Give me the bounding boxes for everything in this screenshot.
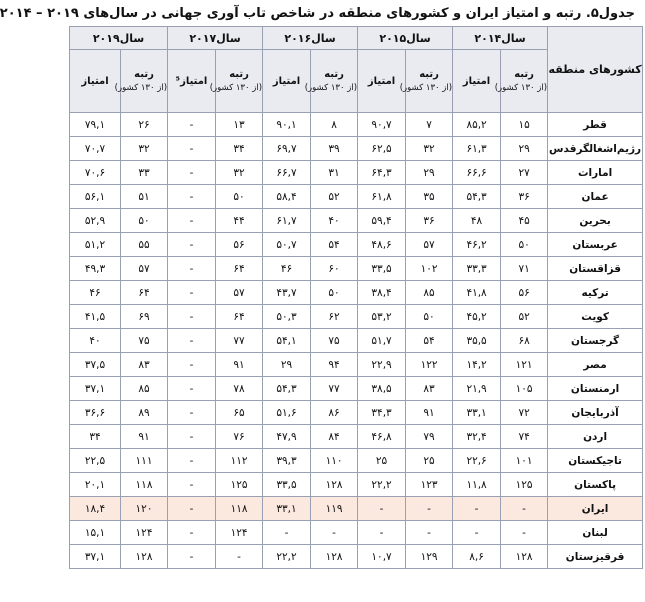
rank-2017-cell: ۴۴ bbox=[216, 209, 263, 233]
rank-2019-cell: ۹۱ bbox=[121, 425, 168, 449]
score-2014-cell: ۴۱,۸ bbox=[453, 281, 501, 305]
rank-2016-cell: ۶۲ bbox=[311, 305, 358, 329]
score-2015-cell: ۲۲,۹ bbox=[358, 353, 406, 377]
rank-2014-cell: ۱۲۵ bbox=[501, 473, 548, 497]
table-row bbox=[70, 257, 643, 281]
score-2016-cell: ۵۰,۷ bbox=[263, 233, 311, 257]
country-name-cell: مصر bbox=[548, 353, 643, 377]
score-2014-cell: ۴۶,۲ bbox=[453, 233, 501, 257]
rank-2017-cell: ۳۴ bbox=[216, 137, 263, 161]
rank-note: (از ۱۳۰ کشور) bbox=[494, 83, 548, 94]
rank-2019-cell: ۵۷ bbox=[121, 257, 168, 281]
rank-2014-cell: ۱۰۵ bbox=[501, 377, 548, 401]
rank-2016-cell: ۷۵ bbox=[311, 329, 358, 353]
rank-2017-cell: ۱۲۵ bbox=[216, 473, 263, 497]
score-2016-cell: ۳۳,۵ bbox=[263, 473, 311, 497]
score-2016-cell: ۲۲,۲ bbox=[263, 545, 311, 569]
score-2019-cell: ۴۱,۵ bbox=[70, 305, 121, 329]
rank-label: رتبه bbox=[514, 69, 534, 81]
rank-2014-cell: ۶۸ bbox=[501, 329, 548, 353]
year-header-2017: سال۲۰۱۷ bbox=[168, 27, 263, 50]
score-2015-cell: ۹۰,۷ bbox=[358, 113, 406, 137]
rank-2015-cell: ۳۲ bbox=[406, 137, 453, 161]
score-2019-cell: ۲۰,۱ bbox=[70, 473, 121, 497]
rank-2016-cell: ۳۹ bbox=[311, 137, 358, 161]
score-2014-cell: - bbox=[453, 521, 501, 545]
rank-label: رتبه bbox=[419, 69, 439, 81]
table-row bbox=[70, 329, 643, 353]
rank-header-2019 bbox=[114, 50, 168, 113]
year-header-2016: سال۲۰۱۶ bbox=[263, 27, 358, 50]
rank-2017-cell: ۱۲۴ bbox=[216, 521, 263, 545]
rank-2015-cell: ۱۲۳ bbox=[406, 473, 453, 497]
country-name-cell: ایران bbox=[548, 497, 643, 521]
score-2014-cell: ۱۴,۲ bbox=[453, 353, 501, 377]
score-2017-cell: - bbox=[168, 449, 216, 473]
score-2016-cell: ۵۰,۳ bbox=[263, 305, 311, 329]
score-2015-cell: ۵۹,۴ bbox=[358, 209, 406, 233]
score-2019-cell: ۷۰,۷ bbox=[70, 137, 121, 161]
rank-2019-cell: ۱۲۸ bbox=[121, 545, 168, 569]
rank-2014-cell: ۱۵ bbox=[501, 113, 548, 137]
score-2019-cell: ۳۷,۱ bbox=[70, 545, 121, 569]
rank-2016-cell: - bbox=[311, 521, 358, 545]
rank-2016-cell: ۵۴ bbox=[311, 233, 358, 257]
rank-2014-cell: ۱۰۱ bbox=[501, 449, 548, 473]
score-2019-cell: ۵۱,۲ bbox=[70, 233, 121, 257]
score-header-2014: امتیاز bbox=[453, 50, 501, 113]
rank-2017-cell: ۷۷ bbox=[216, 329, 263, 353]
score-2017-cell: - bbox=[168, 137, 216, 161]
country-name-cell: کویت bbox=[548, 305, 643, 329]
score-2017-cell: - bbox=[168, 113, 216, 137]
score-2019-cell: ۳۷,۵ bbox=[70, 353, 121, 377]
year-header-row bbox=[70, 27, 643, 50]
rank-2016-cell: ۵۰ bbox=[311, 281, 358, 305]
country-name-cell: ترکیه bbox=[548, 281, 643, 305]
score-2014-cell: ۴۸ bbox=[453, 209, 501, 233]
rank-2016-cell: ۴۰ bbox=[311, 209, 358, 233]
score-2017-cell: - bbox=[168, 377, 216, 401]
rank-2014-cell: ۴۵ bbox=[501, 209, 548, 233]
score-2016-cell: ۲۹ bbox=[263, 353, 311, 377]
rank-2017-cell: - bbox=[216, 545, 263, 569]
score-2015-cell: ۶۱,۸ bbox=[358, 185, 406, 209]
score-2015-cell: ۳۳,۵ bbox=[358, 257, 406, 281]
rank-2015-cell: ۷۹ bbox=[406, 425, 453, 449]
rank-2015-cell: ۸۵ bbox=[406, 281, 453, 305]
rank-2019-cell: ۱۱۱ bbox=[121, 449, 168, 473]
score-2016-cell: ۳۳,۱ bbox=[263, 497, 311, 521]
score-2017-cell: - bbox=[168, 185, 216, 209]
rank-2019-cell: ۸۹ bbox=[121, 401, 168, 425]
year-header-2015: سال۲۰۱۵ bbox=[358, 27, 453, 50]
rank-2019-cell: ۱۲۰ bbox=[121, 497, 168, 521]
score-2017-cell: - bbox=[168, 425, 216, 449]
table-row bbox=[70, 185, 643, 209]
score-2019-cell: ۷۹,۱ bbox=[70, 113, 121, 137]
rank-2016-cell: ۸۴ bbox=[311, 425, 358, 449]
rank-2015-cell: ۸۳ bbox=[406, 377, 453, 401]
country-name-cell: رژیم‌اشغالگرقدس bbox=[548, 137, 643, 161]
rank-2014-cell: ۷۴ bbox=[501, 425, 548, 449]
rank-2016-cell: ۱۲۸ bbox=[311, 545, 358, 569]
score-2017-cell: - bbox=[168, 401, 216, 425]
country-name-cell: عربستان bbox=[548, 233, 643, 257]
table-row bbox=[70, 401, 643, 425]
rank-2017-cell: ۶۴ bbox=[216, 257, 263, 281]
score-2015-cell: ۶۴,۳ bbox=[358, 161, 406, 185]
country-name-cell: تاجیکستان bbox=[548, 449, 643, 473]
rank-2015-cell: ۵۰ bbox=[406, 305, 453, 329]
rank-2015-cell: - bbox=[406, 521, 453, 545]
country-name-cell: لبنان bbox=[548, 521, 643, 545]
table-row bbox=[70, 545, 643, 569]
score-2014-cell: ۳۵,۵ bbox=[453, 329, 501, 353]
score-2014-cell: ۶۶,۶ bbox=[453, 161, 501, 185]
rank-2014-cell: ۷۲ bbox=[501, 401, 548, 425]
rank-2017-cell: ۷۸ bbox=[216, 377, 263, 401]
score-2015-cell: ۴۶,۸ bbox=[358, 425, 406, 449]
table-row bbox=[70, 209, 643, 233]
table-row bbox=[70, 521, 643, 545]
score-2014-cell: ۶۱,۳ bbox=[453, 137, 501, 161]
rank-2017-cell: ۶۵ bbox=[216, 401, 263, 425]
rank-2015-cell: ۱۲۲ bbox=[406, 353, 453, 377]
score-2016-cell: ۵۴,۳ bbox=[263, 377, 311, 401]
rank-2017-cell: ۱۳ bbox=[216, 113, 263, 137]
country-name-cell: امارات bbox=[548, 161, 643, 185]
score-2016-cell: ۶۱,۷ bbox=[263, 209, 311, 233]
rank-note: (از ۱۳۰ کشور) bbox=[114, 83, 168, 94]
rank-2019-cell: ۸۳ bbox=[121, 353, 168, 377]
rank-2015-cell: ۳۶ bbox=[406, 209, 453, 233]
rank-2015-cell: ۲۹ bbox=[406, 161, 453, 185]
rank-2016-cell: ۹۴ bbox=[311, 353, 358, 377]
score-2019-cell: ۴۰ bbox=[70, 329, 121, 353]
rank-2019-cell: ۳۳ bbox=[121, 161, 168, 185]
score-2017-cell: - bbox=[168, 497, 216, 521]
score-2014-cell: ۸,۶ bbox=[453, 545, 501, 569]
country-name-cell: پاکستان bbox=[548, 473, 643, 497]
year-header-2014: سال۲۰۱۴ bbox=[453, 27, 548, 50]
rank-2019-cell: ۷۵ bbox=[121, 329, 168, 353]
rank-note: (از ۱۳۰ کشور) bbox=[304, 83, 358, 94]
score-2017-cell: - bbox=[168, 329, 216, 353]
country-name-cell: اردن bbox=[548, 425, 643, 449]
rank-2014-cell: ۱۲۸ bbox=[501, 545, 548, 569]
rank-2016-cell: ۱۱۰ bbox=[311, 449, 358, 473]
score-2019-cell: ۵۶,۱ bbox=[70, 185, 121, 209]
score-2014-cell: ۳۳,۳ bbox=[453, 257, 501, 281]
score-2016-cell: ۴۶ bbox=[263, 257, 311, 281]
score-2015-cell: ۳۸,۴ bbox=[358, 281, 406, 305]
score-2015-cell: - bbox=[358, 497, 406, 521]
score-2017-cell: - bbox=[168, 545, 216, 569]
score-2015-cell: ۳۴,۳ bbox=[358, 401, 406, 425]
table-row bbox=[70, 353, 643, 377]
score-2016-cell: ۴۳,۷ bbox=[263, 281, 311, 305]
rank-2014-cell: - bbox=[501, 497, 548, 521]
score-2015-cell: ۳۸,۵ bbox=[358, 377, 406, 401]
rank-header-2017 bbox=[209, 50, 263, 113]
rank-2016-cell: ۵۲ bbox=[311, 185, 358, 209]
score-header-2016: امتیاز bbox=[263, 50, 311, 113]
country-name-cell: بحرین bbox=[548, 209, 643, 233]
table-row bbox=[70, 281, 643, 305]
rank-2015-cell: - bbox=[406, 497, 453, 521]
rank-2016-cell: ۸۶ bbox=[311, 401, 358, 425]
country-name-cell: آذربایجان bbox=[548, 401, 643, 425]
score-2017-cell: - bbox=[168, 161, 216, 185]
score-header-2017: امتیاز⁵ bbox=[168, 50, 216, 113]
score-2017-cell: - bbox=[168, 257, 216, 281]
score-2017-cell: - bbox=[168, 281, 216, 305]
rank-2017-cell: ۵۶ bbox=[216, 233, 263, 257]
rank-2015-cell: ۷ bbox=[406, 113, 453, 137]
rank-2015-cell: ۱۰۲ bbox=[406, 257, 453, 281]
rank-2014-cell: ۷۱ bbox=[501, 257, 548, 281]
rank-label: رتبه bbox=[229, 69, 249, 81]
rank-header-2015 bbox=[399, 50, 453, 113]
rank-2015-cell: ۵۴ bbox=[406, 329, 453, 353]
rank-label: رتبه bbox=[324, 69, 344, 81]
rank-2019-cell: ۸۵ bbox=[121, 377, 168, 401]
score-2015-cell: ۶۲,۵ bbox=[358, 137, 406, 161]
score-header-2015: امتیاز bbox=[358, 50, 406, 113]
rank-2019-cell: ۱۱۸ bbox=[121, 473, 168, 497]
rank-2014-cell: ۳۶ bbox=[501, 185, 548, 209]
rank-note: (از ۱۳۰ کشور) bbox=[399, 83, 453, 94]
score-2015-cell: ۲۵ bbox=[358, 449, 406, 473]
score-2015-cell: ۱۰,۷ bbox=[358, 545, 406, 569]
rank-2017-cell: ۷۶ bbox=[216, 425, 263, 449]
score-2014-cell: ۱۱,۸ bbox=[453, 473, 501, 497]
score-2014-cell: ۵۴,۳ bbox=[453, 185, 501, 209]
score-2019-cell: ۲۲,۵ bbox=[70, 449, 121, 473]
year-header-2019: سال۲۰۱۹ bbox=[70, 27, 168, 50]
score-2015-cell: ۵۳,۲ bbox=[358, 305, 406, 329]
score-2019-cell: ۵۲,۹ bbox=[70, 209, 121, 233]
score-2015-cell: - bbox=[358, 521, 406, 545]
rank-2019-cell: ۱۲۴ bbox=[121, 521, 168, 545]
table-row bbox=[70, 377, 643, 401]
score-2019-cell: ۳۷,۱ bbox=[70, 377, 121, 401]
score-2014-cell: ۳۲,۴ bbox=[453, 425, 501, 449]
score-2016-cell: - bbox=[263, 521, 311, 545]
rank-2016-cell: ۱۱۹ bbox=[311, 497, 358, 521]
rank-note: (از ۱۳۰ کشور) bbox=[209, 83, 263, 94]
table-row bbox=[70, 449, 643, 473]
score-2015-cell: ۴۸,۶ bbox=[358, 233, 406, 257]
rank-label: رتبه bbox=[134, 69, 154, 81]
score-2017-cell: - bbox=[168, 305, 216, 329]
score-2016-cell: ۴۷,۹ bbox=[263, 425, 311, 449]
score-2016-cell: ۶۹,۷ bbox=[263, 137, 311, 161]
score-2014-cell: ۲۱,۹ bbox=[453, 377, 501, 401]
rank-2015-cell: ۱۲۹ bbox=[406, 545, 453, 569]
country-name-cell: ارمنستان bbox=[548, 377, 643, 401]
score-2014-cell: ۴۵,۲ bbox=[453, 305, 501, 329]
table-row bbox=[70, 233, 643, 257]
score-2014-cell: ۳۳,۱ bbox=[453, 401, 501, 425]
table-title: جدول۵. رتبه و امتیاز ایران و کشورهای منطقه در شاخص تاب آوری جهانی در سال‌های ۲۰۱۹ – ۲۰۱۴ bbox=[0, 6, 635, 21]
score-2016-cell: ۵۸,۴ bbox=[263, 185, 311, 209]
rank-2019-cell: ۵۱ bbox=[121, 185, 168, 209]
table-row bbox=[70, 497, 643, 521]
table-row bbox=[70, 161, 643, 185]
rank-2017-cell: ۱۱۸ bbox=[216, 497, 263, 521]
score-2016-cell: ۶۶,۷ bbox=[263, 161, 311, 185]
rank-2014-cell: ۵۰ bbox=[501, 233, 548, 257]
rank-2019-cell: ۶۹ bbox=[121, 305, 168, 329]
table-row bbox=[70, 305, 643, 329]
rank-2019-cell: ۵۰ bbox=[121, 209, 168, 233]
rank-2019-cell: ۶۴ bbox=[121, 281, 168, 305]
rank-2019-cell: ۵۵ bbox=[121, 233, 168, 257]
score-2016-cell: ۵۱,۶ bbox=[263, 401, 311, 425]
rank-2014-cell: - bbox=[501, 521, 548, 545]
table-row bbox=[70, 113, 643, 137]
score-2019-cell: ۱۸,۴ bbox=[70, 497, 121, 521]
table-row bbox=[70, 425, 643, 449]
rank-2015-cell: ۳۵ bbox=[406, 185, 453, 209]
rank-2016-cell: ۷۷ bbox=[311, 377, 358, 401]
resilience-table bbox=[69, 26, 643, 569]
score-2016-cell: ۵۴,۱ bbox=[263, 329, 311, 353]
rank-header-2014 bbox=[494, 50, 548, 113]
country-name-cell: قزاقستان bbox=[548, 257, 643, 281]
score-2017-cell: - bbox=[168, 521, 216, 545]
score-header-2019: امتیاز bbox=[70, 50, 121, 113]
score-2017-cell: - bbox=[168, 353, 216, 377]
country-name-cell: عمان bbox=[548, 185, 643, 209]
rank-2017-cell: ۹۱ bbox=[216, 353, 263, 377]
score-2019-cell: ۴۹,۳ bbox=[70, 257, 121, 281]
score-2019-cell: ۳۴ bbox=[70, 425, 121, 449]
rank-2017-cell: ۶۴ bbox=[216, 305, 263, 329]
score-2017-cell: - bbox=[168, 473, 216, 497]
rank-2015-cell: ۵۷ bbox=[406, 233, 453, 257]
score-2019-cell: ۳۶,۶ bbox=[70, 401, 121, 425]
score-2016-cell: ۹۰,۱ bbox=[263, 113, 311, 137]
rank-2017-cell: ۵۰ bbox=[216, 185, 263, 209]
table-body bbox=[70, 113, 643, 569]
score-2015-cell: ۵۱,۷ bbox=[358, 329, 406, 353]
score-2017-cell: - bbox=[168, 233, 216, 257]
country-name-cell: قرقیزستان bbox=[548, 545, 643, 569]
score-2019-cell: ۷۰,۶ bbox=[70, 161, 121, 185]
score-2017-cell: - bbox=[168, 209, 216, 233]
rank-2014-cell: ۵۶ bbox=[501, 281, 548, 305]
rank-2015-cell: ۹۱ bbox=[406, 401, 453, 425]
score-2019-cell: ۴۶ bbox=[70, 281, 121, 305]
table-row bbox=[70, 473, 643, 497]
rank-2017-cell: ۱۱۲ bbox=[216, 449, 263, 473]
rank-2016-cell: ۳۱ bbox=[311, 161, 358, 185]
rank-2019-cell: ۳۲ bbox=[121, 137, 168, 161]
column-header-countries: کشورهای منطقه bbox=[548, 27, 643, 113]
rank-2014-cell: ۱۲۱ bbox=[501, 353, 548, 377]
rank-header-2016 bbox=[304, 50, 358, 113]
rank-2014-cell: ۲۹ bbox=[501, 137, 548, 161]
score-2014-cell: - bbox=[453, 497, 501, 521]
score-2019-cell: ۱۵,۱ bbox=[70, 521, 121, 545]
rank-2016-cell: ۶۰ bbox=[311, 257, 358, 281]
rank-2015-cell: ۲۵ bbox=[406, 449, 453, 473]
table-row bbox=[70, 137, 643, 161]
score-2014-cell: ۲۲,۶ bbox=[453, 449, 501, 473]
rank-2017-cell: ۵۷ bbox=[216, 281, 263, 305]
score-2014-cell: ۸۵,۲ bbox=[453, 113, 501, 137]
score-2016-cell: ۳۹,۳ bbox=[263, 449, 311, 473]
rank-2016-cell: ۱۲۸ bbox=[311, 473, 358, 497]
rank-2017-cell: ۳۲ bbox=[216, 161, 263, 185]
rank-2014-cell: ۲۷ bbox=[501, 161, 548, 185]
country-name-cell: گرجستان bbox=[548, 329, 643, 353]
rank-2014-cell: ۵۲ bbox=[501, 305, 548, 329]
score-2015-cell: ۲۲,۲ bbox=[358, 473, 406, 497]
rank-2016-cell: ۸ bbox=[311, 113, 358, 137]
country-name-cell: قطر bbox=[548, 113, 643, 137]
rank-2019-cell: ۲۶ bbox=[121, 113, 168, 137]
